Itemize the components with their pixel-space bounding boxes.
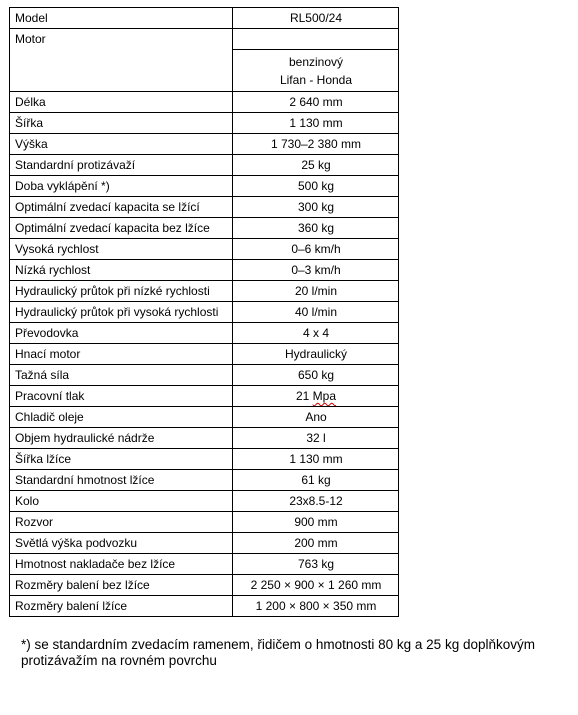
row-label: Standardní hmotnost lžíce xyxy=(10,470,233,491)
row-label: Výška xyxy=(10,134,233,155)
row-label: Chladič oleje xyxy=(10,407,233,428)
table-row xyxy=(10,386,399,407)
table-row xyxy=(10,491,399,512)
row-label: Kolo xyxy=(10,491,233,512)
row-value: 500 kg xyxy=(233,176,399,197)
table-row xyxy=(10,113,399,134)
row-value: 2 250 × 900 × 1 260 mm xyxy=(233,575,399,596)
table-row xyxy=(10,449,399,470)
row-value: 1 200 × 800 × 350 mm xyxy=(233,596,399,617)
row-label: Standardní protizávaží xyxy=(10,155,233,176)
row-label: Vysoká rychlost xyxy=(10,239,233,260)
row-value: 20 l/min xyxy=(233,281,399,302)
row-label: Délka xyxy=(10,92,233,113)
table-row xyxy=(10,218,399,239)
row-value: 0–6 km/h xyxy=(233,239,399,260)
model-label: Model xyxy=(10,8,233,29)
row-label: Pracovní tlak xyxy=(10,386,233,407)
row-value: 0–3 km/h xyxy=(233,260,399,281)
motor-label: Motor xyxy=(10,29,233,92)
table-row xyxy=(10,260,399,281)
row-value: 23x8.5-12 xyxy=(233,491,399,512)
row-value: 650 kg xyxy=(233,365,399,386)
table-row xyxy=(10,470,399,491)
row-value: 360 kg xyxy=(233,218,399,239)
motor-brand: Lifan - Honda xyxy=(279,72,353,87)
row-value: 32 l xyxy=(233,428,399,449)
table-row xyxy=(10,575,399,596)
row-value: 1 730–2 380 mm xyxy=(233,134,399,155)
table-row xyxy=(10,407,399,428)
row-value xyxy=(233,386,399,407)
row-label: Objem hydraulické nádrže xyxy=(10,428,233,449)
row-value: 25 kg xyxy=(233,155,399,176)
table-row xyxy=(10,554,399,575)
footnote: *) se standardním zvedacím ramenem, řidičem o hmotnosti 80 kg a 25 kg doplňkovým protizávažím na rovném povrchu xyxy=(21,637,535,668)
row-label: Rozměry balení bez lžíce xyxy=(10,575,233,596)
row-label: Šířka lžíce xyxy=(10,449,233,470)
row-label: Světlá výška podvozku xyxy=(10,533,233,554)
pressure-unit: Mpa xyxy=(312,389,337,403)
table-row xyxy=(10,512,399,533)
table-row xyxy=(10,344,399,365)
row-label: Rozměry balení lžíce xyxy=(10,596,233,617)
row-label: Hnací motor xyxy=(10,344,233,365)
model-value: RL500/24 xyxy=(233,8,399,29)
row-value: 763 kg xyxy=(233,554,399,575)
table-row xyxy=(10,323,399,344)
row-value: 300 kg xyxy=(233,197,399,218)
row-value: 200 mm xyxy=(233,533,399,554)
table-row xyxy=(10,197,399,218)
table-row xyxy=(10,155,399,176)
table-row xyxy=(10,428,399,449)
row-label: Hydraulický průtok při vysoká rychlosti xyxy=(10,302,233,323)
table-row xyxy=(10,596,399,617)
table-row-motor xyxy=(10,29,399,50)
motor-type: benzinový xyxy=(288,54,344,69)
table-row xyxy=(10,533,399,554)
motor-value-empty xyxy=(233,29,399,50)
table-row xyxy=(10,176,399,197)
row-label: Doba vyklápění *) xyxy=(10,176,233,197)
pressure-number: 21 xyxy=(295,389,310,403)
row-label: Nízká rychlost xyxy=(10,260,233,281)
row-label: Hmotnost nakladače bez lžíce xyxy=(10,554,233,575)
table-row xyxy=(10,239,399,260)
row-value: 1 130 mm xyxy=(233,113,399,134)
row-label: Rozvor xyxy=(10,512,233,533)
table-row xyxy=(10,365,399,386)
row-label: Optimální zvedací kapacita se lžící xyxy=(10,197,233,218)
row-label: Tažná síla xyxy=(10,365,233,386)
row-label: Šířka xyxy=(10,113,233,134)
row-value: 2 640 mm xyxy=(233,92,399,113)
row-value: 61 kg xyxy=(233,470,399,491)
row-label: Optimální zvedací kapacita bez lžíce xyxy=(10,218,233,239)
spec-table xyxy=(9,7,399,617)
row-value: 4 x 4 xyxy=(233,323,399,344)
row-value: 1 130 mm xyxy=(233,449,399,470)
row-value: Ano xyxy=(233,407,399,428)
table-row xyxy=(10,134,399,155)
row-value: 40 l/min xyxy=(233,302,399,323)
row-value: Hydraulický xyxy=(233,344,399,365)
table-row xyxy=(10,281,399,302)
table-row xyxy=(10,92,399,113)
table-row-model xyxy=(10,8,399,29)
table-row xyxy=(10,302,399,323)
motor-value xyxy=(233,50,399,92)
row-label: Hydraulický průtok při nízké rychlosti xyxy=(10,281,233,302)
row-label: Převodovka xyxy=(10,323,233,344)
row-value: 900 mm xyxy=(233,512,399,533)
